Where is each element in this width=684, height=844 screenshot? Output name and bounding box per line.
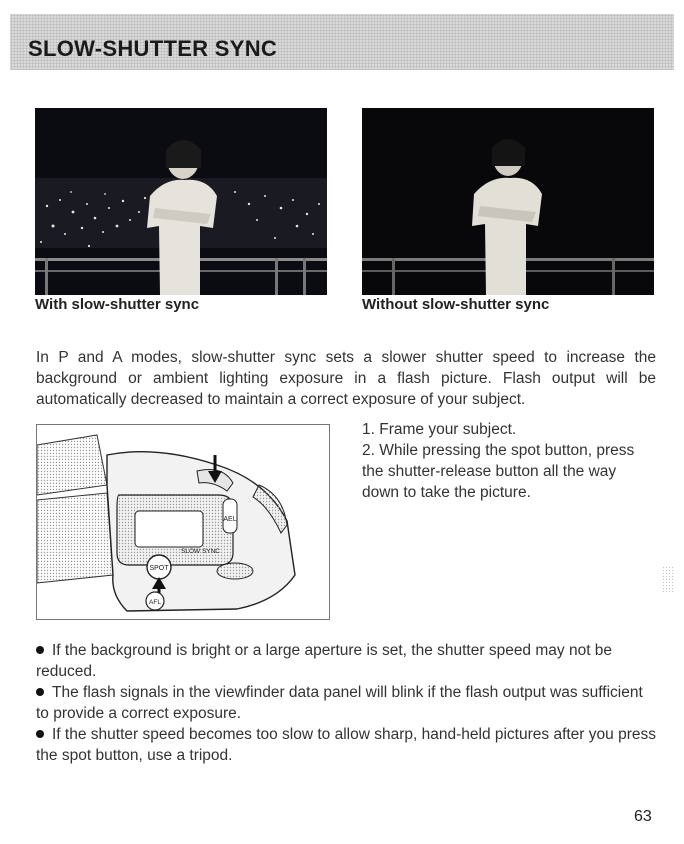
photo-with-slow-sync [35,108,327,295]
photo-without-slow-sync [362,108,654,295]
ael-label: AEL [223,516,237,523]
caption-without-slow-sync: Without slow-shutter sync [362,296,550,313]
bullet-icon [36,688,44,696]
caption-with-slow-sync: With slow-shutter sync [35,296,200,313]
afl-label: AFL [149,599,161,606]
camera-diagram [36,424,330,620]
step-2: 2. While pressing the spot button, press the shutter-release button all the way down to take the picture. [362,442,635,501]
intro-paragraph: In P and A modes, slow-shutter sync sets a slower shutter speed to increase the background or ambient lighting exposure in a flash picture. Flash output will be automatically decreased to maintain a correct exposure of your subject. [36,348,656,408]
bullet-icon [36,646,44,654]
slow-sync-label: SLOW SYNC [181,548,221,555]
page-number: 63 [634,808,652,825]
spot-label: SPOT [149,565,169,572]
note-2: The flash signals in the viewfinder data panel will blink if the flash output was sufficient to provide a correct exposure. [36,684,643,722]
camera-top-illustration [37,425,329,619]
note-1: If the background is bright or a large aperture is set, the shutter speed may not be reduced. [36,642,613,680]
note-3: If the shutter speed becomes too slow to allow sharp, hand-held pictures after you press the spot button, use a tripod. [36,726,656,764]
step-1: 1. Frame your subject. [362,421,517,438]
bullet-icon [36,730,44,738]
edge-mark [662,566,674,594]
steps-list [362,419,656,503]
page-title: SLOW-SHUTTER SYNC [28,36,278,61]
notes-list [36,640,656,766]
